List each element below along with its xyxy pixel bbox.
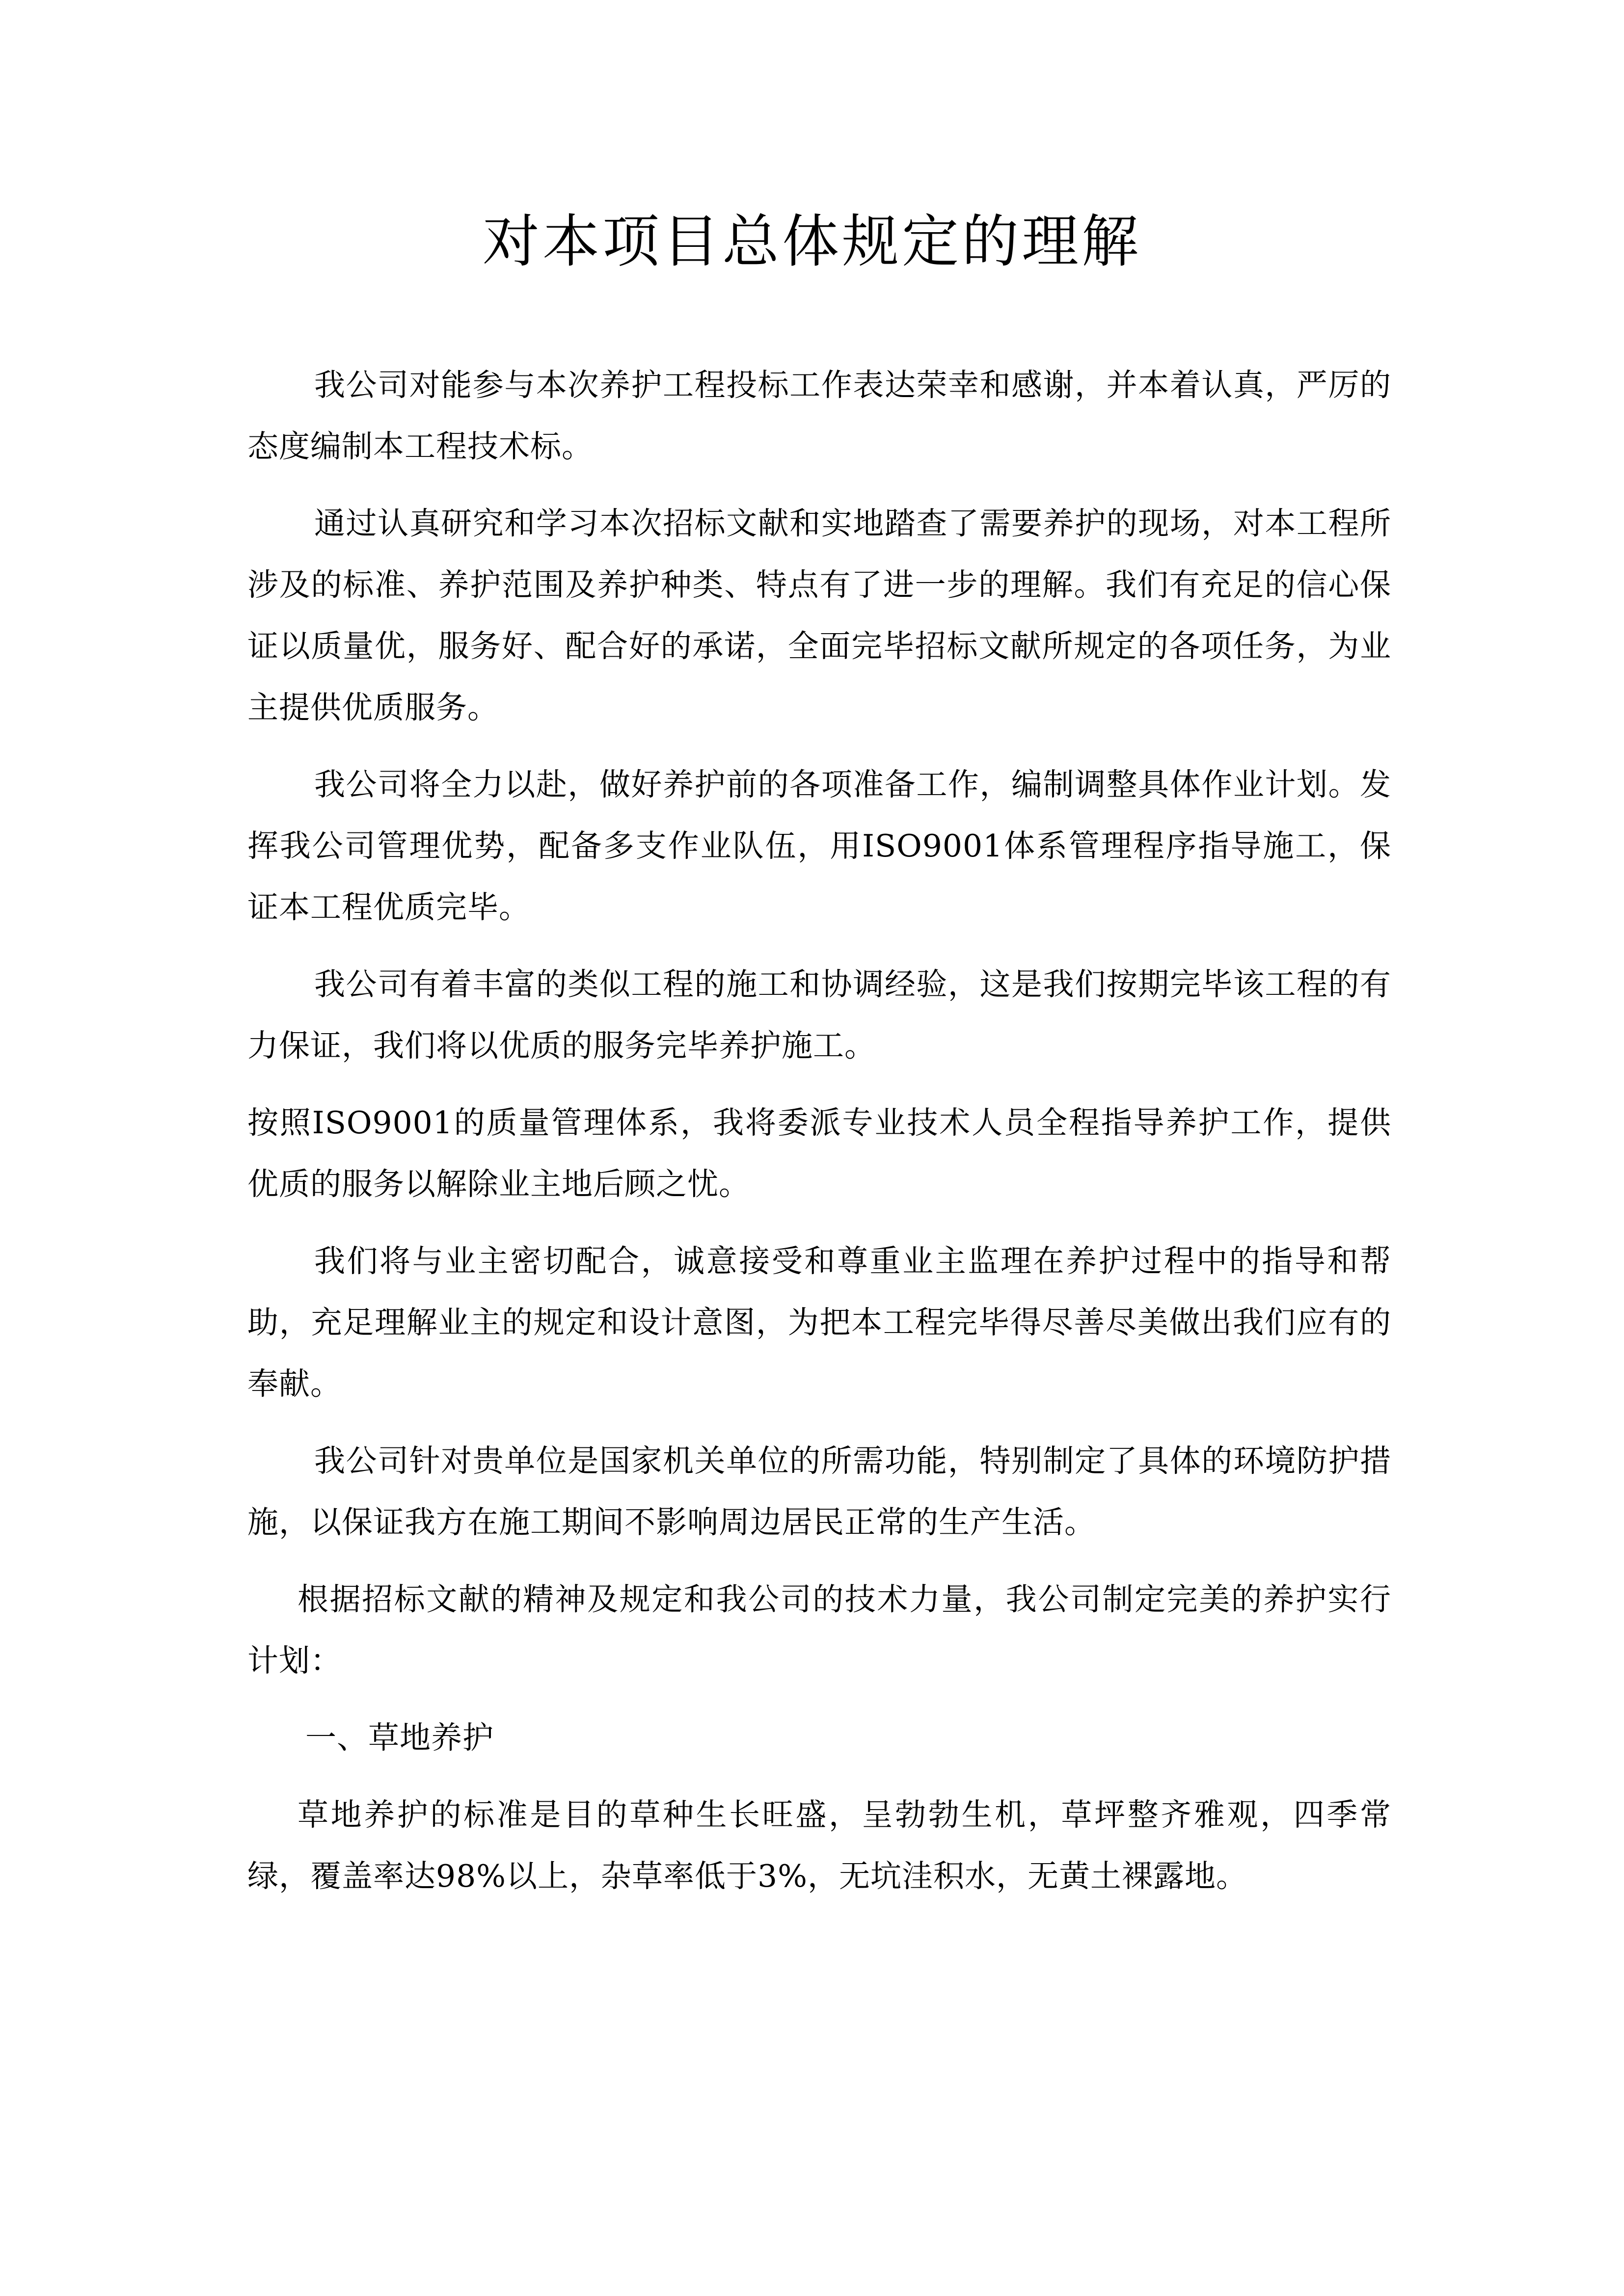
document-body [247, 354, 1391, 1922]
paragraph-research: 通过认真研究和学习本次招标文献和实地踏查了需要养护的现场，对本工程所涉及的标准、养护范围及养护种类、特点有了进一步的理解。我们有充足的信心保证以质量优，服务好、配合好的承诺，全面完毕招标文献所规定的各项任务，为业主提供优质服务。 [247, 506, 1391, 725]
section-heading-lawn: 一、草地养护 [305, 1720, 494, 1756]
paragraph-environment: 我公司针对贵单位是国家机关单位的所需功能，特别制定了具体的环境防护措施，以保证我方在施工期间不影响周边居民正常的生产生活。 [247, 1443, 1391, 1540]
paragraph-plan: 根据招标文献的精神及规定和我公司的技术力量，我公司制定完美的养护实行计划： [247, 1581, 1391, 1679]
paragraph-intro: 我公司对能参与本次养护工程投标工作表达荣幸和感谢，并本着认真，严厉的态度编制本工程技术标。 [247, 367, 1391, 464]
paragraph-quality-system: 按照ISO9001的质量管理体系，我将委派专业技术人员全程指导养护工作，提供优质的服务以解除业主地后顾之忧。 [247, 1105, 1391, 1202]
paragraph-lawn-standard: 草地养护的标准是目的草种生长旺盛，呈勃勃生机，草坪整齐雅观，四季常绿，覆盖率达98%以上，杂草率低于3%，无坑洼积水，无黄土裸露地。 [247, 1797, 1391, 1894]
paragraph-cooperation: 我们将与业主密切配合，诚意接受和尊重业主监理在养护过程中的指导和帮助，充足理解业主的规定和设计意图，为把本工程完毕得尽善尽美做出我们应有的奉献。 [247, 1243, 1391, 1402]
paragraph-preparation: 我公司将全力以赴，做好养护前的各项准备工作，编制调整具体作业计划。发挥我公司管理优势，配备多支作业队伍，用ISO9001体系管理程序指导施工，保证本工程优质完毕。 [247, 767, 1391, 925]
paragraph-experience: 我公司有着丰富的类似工程的施工和协调经验，这是我们按期完毕该工程的有力保证，我们将以优质的服务完毕养护施工。 [247, 966, 1391, 1064]
page-title: 对本项目总体规定的理解 [483, 209, 1141, 275]
